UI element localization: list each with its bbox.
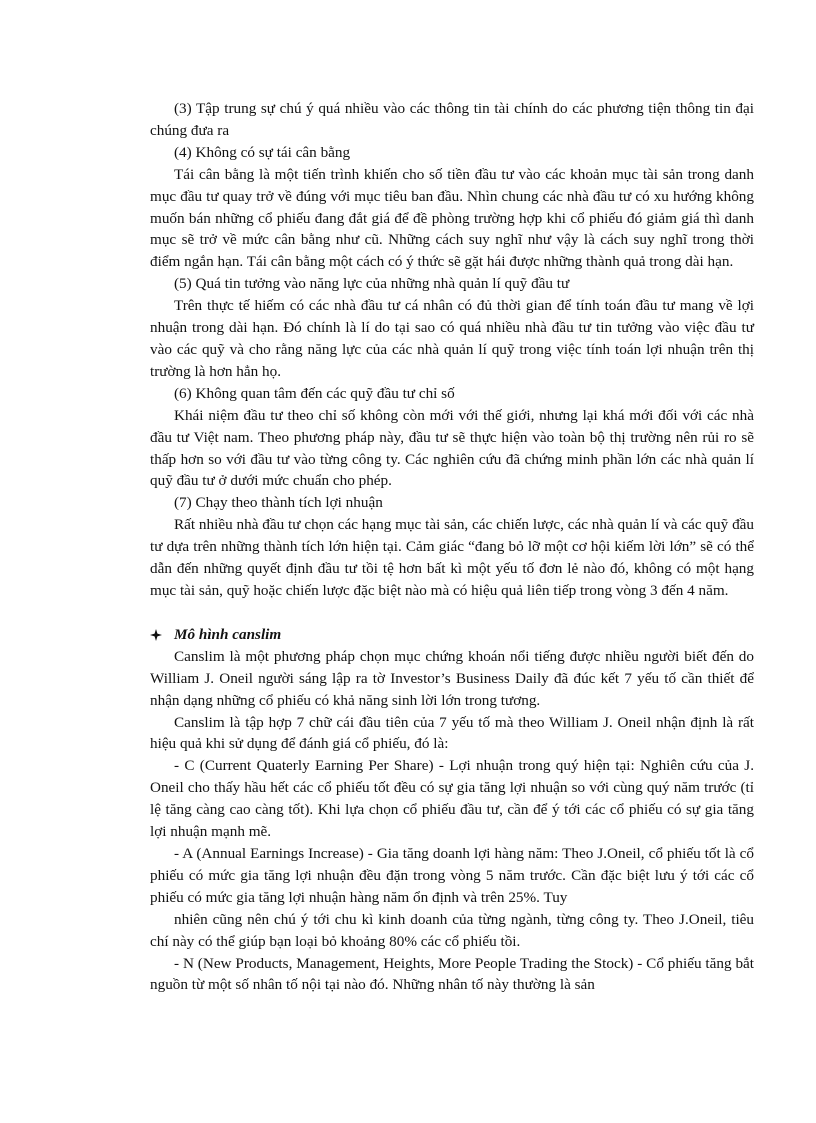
paragraph-item-3: (3) Tập trung sự chú ý quá nhiều vào các thông tin tài chính do các phương tiện thông tin đại chúng đưa ra — [150, 100, 754, 139]
paragraph-canslim-definition: Canslim là tập hợp 7 chữ cái đầu tiên của 7 yếu tố mà theo William J. Oneil nhận định là rất hiệu quả khi sử dụng để đánh giá cổ phiếu, đó là: — [150, 713, 754, 753]
paragraph-canslim-intro: Canslim là một phương pháp chọn mục chứng khoán nổi tiếng được nhiều người biết đến do William J. Oneil người sáng lập ra tờ Investor’s Business Daily đã đúc kết 7 yếu tố cần thiết để nhận dạng những cổ phiếu có khả năng sinh lời lớn trong tương. — [150, 647, 754, 709]
paragraph-canslim-c: - C (Current Quaterly Earning Per Share) - Lợi nhuận trong quý hiện tại: Nghiên cứu của J. Oneil cho thấy hầu hết các cổ phiếu tốt đều có sự gia tăng lợi nhuận so với cùng quý năm trước (tỉ lệ tăng càng cao càng tốt). Khi lựa chọn cổ phiếu đầu tư, cần để ý tới các cổ phiếu có sự gia tăng lợi nhuận mạnh mẽ. — [150, 757, 754, 841]
paragraph-canslim-a: - A (Annual Earnings Increase) - Gia tăng doanh lợi hàng năm: Theo J.Oneil, cổ phiếu tốt là cổ phiếu có mức gia tăng lợi nhuận đều đặn trong vòng 5 năm trước. Cần đặc biệt lưu ý tới các cổ phiếu có mức gia tăng lợi nhuận hàng năm ổn định và trên 25%. Tuy — [150, 845, 754, 906]
four-diamond-bullet-icon — [150, 624, 174, 646]
paragraph-canslim-a-continued: nhiên cũng nên chú ý tới chu kì kinh doanh của từng ngành, từng công ty. Theo J.Oneil, tiêu chí này có thể giúp bạn loại bỏ khoảng 80% các cổ phiếu tồi. — [150, 910, 754, 950]
section-spacer — [150, 602, 754, 624]
section-heading-text: Mô hình canslim — [174, 625, 282, 643]
paragraph-item-7-title: (7) Chạy theo thành tích lợi nhuận — [174, 494, 383, 512]
paragraph-chasing-performance: Rất nhiều nhà đầu tư chọn các hạng mục tài sản, các chiến lược, các nhà quản lí và các quỹ đầu tư dựa trên những thành tích lớn hiện tại. Cảm giác “đang bỏ lỡ một cơ hội kiếm lời lớn” sẽ có thể dẫn đến những quyết định đầu tư tồi tệ hơn bất kì một yếu tố đơn lẻ nào đó, không có một hạng mục tài sản, quỹ hoặc chiến lược đặc biệt nào mà có hiệu quả liên tiếp trong vòng 3 đến 4 năm. — [150, 516, 754, 599]
paragraph-fund-managers: Trên thực tế hiếm có các nhà đầu tư cá nhân có đủ thời gian để tính toán đầu tư mang về lợi nhuận trong dài hạn. Đó chính là lí do tại sao có quá nhiều nhà đầu tư tin tưởng vào việc đầu tư vào các quỹ và cho rằng năng lực của các nhà quản lí quỹ trong việc tính toán lợi nhuận trên thị trường là hơn hẳn họ. — [150, 297, 754, 380]
section-heading — [150, 624, 754, 646]
paragraph-rebalancing: Tái cân bằng là một tiến trình khiến cho số tiền đầu tư vào các khoản mục tài sản trong danh mục đầu tư quay trở về đúng với mục tiêu ban đầu. Nhìn chung các nhà đầu tư có xu hướng không muốn bán những cổ phiếu đang đắt giá để đề phòng trường hợp khi cổ phiếu đó giảm giá thì danh mục sẽ trở về mức cân bằng như cũ. Những cách suy nghĩ như vậy là cách suy nghĩ trong thời điểm ngắn hạn. Tái cân bằng một cách có ý thức sẽ gặt hái được những thành quả trong dài hạn. — [150, 165, 754, 271]
paragraph-canslim-n: - N (New Products, Management, Heights, More People Trading the Stock) - Cổ phiếu tăng bắt nguồn từ một số nhân tố nội tại nào đó. Những nhân tố này thường là sản — [150, 954, 754, 994]
paragraph-index-funds: Khái niệm đầu tư theo chỉ số không còn mới với thế giới, nhưng lại khá mới đối với các nhà đầu tư Việt nam. Theo phương pháp này, đầu tư sẽ thực hiện vào toàn bộ thị trường nên rủi ro sẽ thấp hơn so với đầu tư vào từng công ty. Các nghiên cứu đã chứng minh phần lớn các nhà quản lí quỹ đầu tư ở dưới mức chuẩn cho phép. — [150, 406, 754, 490]
paragraph-item-6-title: (6) Không quan tâm đến các quỹ đầu tư chỉ số — [174, 384, 455, 402]
paragraph-item-5-title: (5) Quá tin tưởng vào năng lực của những nhà quản lí quỹ đầu tư — [174, 275, 570, 293]
paragraph-item-4-title: (4) Không có sự tái cân bằng — [174, 143, 351, 161]
